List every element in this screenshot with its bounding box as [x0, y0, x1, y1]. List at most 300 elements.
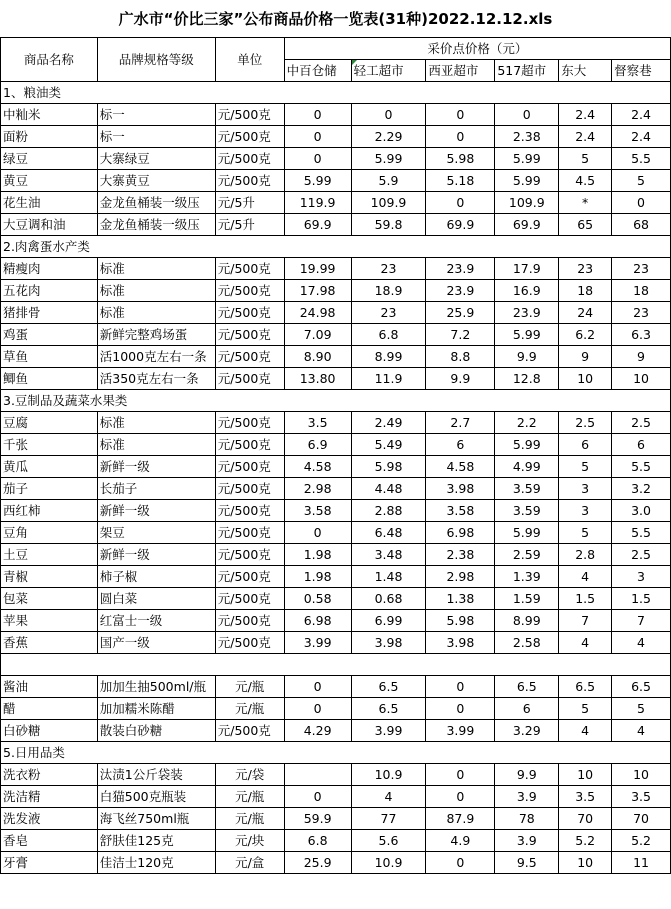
price-cell: 70	[559, 808, 612, 830]
price-cell: 1.5	[559, 588, 612, 610]
product-name: 豆角	[1, 522, 98, 544]
price-cell: 0	[426, 786, 495, 808]
product-unit: 元/500克	[215, 412, 284, 434]
header-unit: 单位	[215, 38, 284, 82]
header-price-group: 采价点价格（元）	[284, 38, 670, 60]
table-row	[1, 566, 671, 588]
product-spec: 长茄子	[97, 478, 215, 500]
product-spec: 大寨黄豆	[97, 170, 215, 192]
price-cell: 0	[426, 676, 495, 698]
product-name: 洗衣粉	[1, 764, 98, 786]
header-store: 轻工超市	[351, 60, 426, 82]
price-cell: 2.4	[559, 104, 612, 126]
section-title: 2.肉禽蛋水产类	[1, 236, 671, 258]
header-spec: 品牌规格等级	[97, 38, 215, 82]
price-cell: 5	[559, 698, 612, 720]
price-cell: 3.29	[495, 720, 559, 742]
price-cell: 59.9	[284, 808, 351, 830]
price-cell: 5.49	[351, 434, 426, 456]
table-row	[1, 522, 671, 544]
price-cell: 0.58	[284, 588, 351, 610]
price-cell: 9.9	[495, 764, 559, 786]
price-cell: 0	[426, 126, 495, 148]
price-cell: 0	[284, 676, 351, 698]
price-cell: 77	[351, 808, 426, 830]
product-name: 鸡蛋	[1, 324, 98, 346]
price-cell: 1.38	[426, 588, 495, 610]
price-cell: 8.99	[495, 610, 559, 632]
price-cell: 17.9	[495, 258, 559, 280]
table-row	[1, 456, 671, 478]
table-row	[1, 808, 671, 830]
price-cell: 1.98	[284, 544, 351, 566]
product-spec: 标一	[97, 104, 215, 126]
price-cell: 19.99	[284, 258, 351, 280]
price-cell: 12.8	[495, 368, 559, 390]
header-store: 中百仓储	[284, 60, 351, 82]
product-unit: 元/500克	[215, 434, 284, 456]
price-cell: 1.5	[612, 588, 671, 610]
price-cell: 0	[284, 104, 351, 126]
product-name: 青椒	[1, 566, 98, 588]
price-cell: 3.9	[495, 830, 559, 852]
product-spec: 新鲜一级	[97, 500, 215, 522]
product-unit: 元/5升	[215, 192, 284, 214]
product-name: 猪排骨	[1, 302, 98, 324]
price-cell: 4.99	[495, 456, 559, 478]
price-cell: 6.99	[351, 610, 426, 632]
product-name: 土豆	[1, 544, 98, 566]
product-spec: 架豆	[97, 522, 215, 544]
section-row	[1, 742, 671, 764]
price-cell: 2.38	[426, 544, 495, 566]
price-cell: 68	[612, 214, 671, 236]
table-row	[1, 412, 671, 434]
product-spec: 标准	[97, 280, 215, 302]
price-cell: 5	[612, 170, 671, 192]
product-unit: 元/瓶	[215, 808, 284, 830]
product-name: 黄瓜	[1, 456, 98, 478]
price-cell: 10	[559, 852, 612, 874]
price-cell	[284, 764, 351, 786]
section-row	[1, 390, 671, 412]
table-row	[1, 368, 671, 390]
price-cell: 25.9	[426, 302, 495, 324]
price-cell: 9.5	[495, 852, 559, 874]
section-row	[1, 236, 671, 258]
product-name: 醋	[1, 698, 98, 720]
price-cell: 25.9	[284, 852, 351, 874]
price-cell: 23.9	[426, 258, 495, 280]
price-cell: 6.5	[495, 676, 559, 698]
price-cell: 23	[612, 302, 671, 324]
price-cell: 3.9	[495, 786, 559, 808]
header-store: 东大	[559, 60, 612, 82]
product-name: 白砂糖	[1, 720, 98, 742]
price-cell: 5.99	[495, 170, 559, 192]
header-store: 517超市	[495, 60, 559, 82]
price-cell: 4.58	[284, 456, 351, 478]
price-cell: 5.6	[351, 830, 426, 852]
product-spec: 活350克左右一条	[97, 368, 215, 390]
product-unit: 元/500克	[215, 500, 284, 522]
product-unit: 元/500克	[215, 566, 284, 588]
product-name: 千张	[1, 434, 98, 456]
price-cell: 5.99	[351, 148, 426, 170]
price-cell: 1.59	[495, 588, 559, 610]
product-name: 花生油	[1, 192, 98, 214]
product-name: 草鱼	[1, 346, 98, 368]
product-spec: 国产一级	[97, 632, 215, 654]
section-title: 5.日用品类	[1, 742, 671, 764]
price-cell: 5.99	[495, 324, 559, 346]
product-name: 洗洁精	[1, 786, 98, 808]
header-store: 西亚超市	[426, 60, 495, 82]
product-name: 黄豆	[1, 170, 98, 192]
price-cell: 70	[612, 808, 671, 830]
price-cell: 1.98	[284, 566, 351, 588]
table-row	[1, 610, 671, 632]
price-cell: 13.80	[284, 368, 351, 390]
product-name: 苹果	[1, 610, 98, 632]
price-cell: 10.9	[351, 852, 426, 874]
price-cell: 2.58	[495, 632, 559, 654]
price-cell: 5.99	[284, 170, 351, 192]
product-name: 西红柿	[1, 500, 98, 522]
price-cell: 6.5	[351, 698, 426, 720]
product-spec: 柿子椒	[97, 566, 215, 588]
product-name: 香皂	[1, 830, 98, 852]
price-cell: 4.9	[426, 830, 495, 852]
product-spec: 活1000克左右一条	[97, 346, 215, 368]
table-row	[1, 588, 671, 610]
price-cell: 6	[612, 434, 671, 456]
price-cell: 3.59	[495, 478, 559, 500]
table-row	[1, 214, 671, 236]
product-spec: 金龙鱼桶装一级压	[97, 214, 215, 236]
price-cell: 0	[426, 698, 495, 720]
product-unit: 元/500克	[215, 324, 284, 346]
product-spec: 标一	[97, 126, 215, 148]
product-name: 中籼米	[1, 104, 98, 126]
product-unit: 元/500克	[215, 170, 284, 192]
price-cell: 4.29	[284, 720, 351, 742]
product-spec: 加加生抽500ml/瓶	[97, 676, 215, 698]
price-cell: 2.5	[612, 544, 671, 566]
table-row	[1, 852, 671, 874]
product-spec: 汰渍1公斤袋装	[97, 764, 215, 786]
product-spec: 红富士一级	[97, 610, 215, 632]
price-cell: 7	[559, 610, 612, 632]
table-row	[1, 764, 671, 786]
product-unit: 元/500克	[215, 544, 284, 566]
price-cell: 5	[559, 148, 612, 170]
product-spec: 新鲜一级	[97, 544, 215, 566]
table-row	[1, 830, 671, 852]
product-spec: 圆白菜	[97, 588, 215, 610]
table-row	[1, 346, 671, 368]
price-cell: 0.68	[351, 588, 426, 610]
price-cell: 119.9	[284, 192, 351, 214]
product-spec: 白猫500克瓶装	[97, 786, 215, 808]
price-cell: 4	[559, 720, 612, 742]
price-cell: 69.9	[284, 214, 351, 236]
price-cell: 3.98	[426, 478, 495, 500]
price-cell: 5.2	[612, 830, 671, 852]
price-cell: 24	[559, 302, 612, 324]
price-cell: 3.99	[351, 720, 426, 742]
product-unit: 元/500克	[215, 632, 284, 654]
price-cell: 2.8	[559, 544, 612, 566]
price-cell: 9	[559, 346, 612, 368]
price-cell: 6.5	[559, 676, 612, 698]
product-unit: 元/500克	[215, 258, 284, 280]
price-cell: 6.98	[426, 522, 495, 544]
product-unit: 元/5升	[215, 214, 284, 236]
table-row	[1, 632, 671, 654]
price-cell: 4	[612, 720, 671, 742]
price-cell: 4	[351, 786, 426, 808]
product-spec: 海飞丝750ml瓶	[97, 808, 215, 830]
price-cell: 17.98	[284, 280, 351, 302]
product-unit: 元/500克	[215, 522, 284, 544]
product-unit: 元/500克	[215, 456, 284, 478]
price-cell: 0	[284, 786, 351, 808]
price-cell: 10.9	[351, 764, 426, 786]
section-title	[1, 654, 671, 676]
price-cell: 23.9	[426, 280, 495, 302]
product-spec: 舒肤佳125克	[97, 830, 215, 852]
price-cell: 0	[351, 104, 426, 126]
price-cell: 6.48	[351, 522, 426, 544]
price-cell: 3.5	[559, 786, 612, 808]
price-cell: 3.5	[284, 412, 351, 434]
section-title: 1、粮油类	[1, 82, 671, 104]
price-cell: 4.58	[426, 456, 495, 478]
price-cell: 2.4	[559, 126, 612, 148]
product-unit: 元/500克	[215, 610, 284, 632]
price-cell: 2.59	[495, 544, 559, 566]
product-unit: 元/块	[215, 830, 284, 852]
price-cell: 78	[495, 808, 559, 830]
product-unit: 元/500克	[215, 368, 284, 390]
product-spec: 散装白砂糖	[97, 720, 215, 742]
table-row	[1, 170, 671, 192]
section-title: 3.豆制品及蔬菜水果类	[1, 390, 671, 412]
price-cell: 10	[612, 368, 671, 390]
price-cell: 5.98	[351, 456, 426, 478]
product-spec: 标准	[97, 434, 215, 456]
price-cell: 9	[612, 346, 671, 368]
product-name: 洗发液	[1, 808, 98, 830]
product-name: 五花肉	[1, 280, 98, 302]
product-spec: 大寨绿豆	[97, 148, 215, 170]
price-cell: 3.48	[351, 544, 426, 566]
product-unit: 元/500克	[215, 720, 284, 742]
price-cell: 3	[559, 478, 612, 500]
price-cell: 6.2	[559, 324, 612, 346]
price-cell: 5.99	[495, 522, 559, 544]
price-cell: 4	[612, 632, 671, 654]
price-cell: 0	[426, 764, 495, 786]
price-cell: 59.8	[351, 214, 426, 236]
table-row	[1, 280, 671, 302]
price-table	[0, 37, 671, 874]
price-cell: 23.9	[495, 302, 559, 324]
product-unit: 元/500克	[215, 280, 284, 302]
price-cell: 5.2	[559, 830, 612, 852]
product-unit: 元/瓶	[215, 698, 284, 720]
price-cell: 10	[612, 764, 671, 786]
product-unit: 元/瓶	[215, 676, 284, 698]
product-name: 香蕉	[1, 632, 98, 654]
price-cell: 2.4	[612, 126, 671, 148]
price-cell: 3	[559, 500, 612, 522]
table-row	[1, 544, 671, 566]
price-cell: 16.9	[495, 280, 559, 302]
price-cell: 2.5	[559, 412, 612, 434]
price-cell: 6	[426, 434, 495, 456]
price-cell: 3.58	[426, 500, 495, 522]
price-cell: 0	[284, 148, 351, 170]
price-cell: 6.98	[284, 610, 351, 632]
product-name: 大豆调和油	[1, 214, 98, 236]
price-cell: 5	[612, 698, 671, 720]
price-cell: 2.88	[351, 500, 426, 522]
price-cell: 69.9	[426, 214, 495, 236]
product-name: 鲫鱼	[1, 368, 98, 390]
table-row	[1, 720, 671, 742]
section-row	[1, 82, 671, 104]
product-unit: 元/500克	[215, 126, 284, 148]
price-cell: 8.90	[284, 346, 351, 368]
price-cell: 1.39	[495, 566, 559, 588]
table-row	[1, 500, 671, 522]
table-row	[1, 258, 671, 280]
product-name: 包菜	[1, 588, 98, 610]
table-row	[1, 148, 671, 170]
price-cell: 6.8	[284, 830, 351, 852]
table-row	[1, 104, 671, 126]
product-spec: 佳洁士120克	[97, 852, 215, 874]
price-cell: 6	[559, 434, 612, 456]
price-cell: 24.98	[284, 302, 351, 324]
price-cell: 5	[559, 522, 612, 544]
price-cell: 6.3	[612, 324, 671, 346]
price-cell: 0	[426, 852, 495, 874]
table-row	[1, 698, 671, 720]
product-name: 牙膏	[1, 852, 98, 874]
price-cell: 6	[495, 698, 559, 720]
price-cell: 5.9	[351, 170, 426, 192]
product-spec: 加加糯米陈醋	[97, 698, 215, 720]
table-row	[1, 434, 671, 456]
price-cell: 23	[351, 258, 426, 280]
price-cell: 0	[284, 126, 351, 148]
price-cell: 6.9	[284, 434, 351, 456]
price-cell: 8.8	[426, 346, 495, 368]
product-name: 面粉	[1, 126, 98, 148]
price-cell: 1.48	[351, 566, 426, 588]
price-cell: 2.2	[495, 412, 559, 434]
price-cell: 9.9	[495, 346, 559, 368]
product-unit: 元/500克	[215, 588, 284, 610]
section-row	[1, 654, 671, 676]
price-cell: 4	[559, 632, 612, 654]
price-cell: 2.7	[426, 412, 495, 434]
price-cell: 5.18	[426, 170, 495, 192]
table-row	[1, 192, 671, 214]
price-cell: 3.59	[495, 500, 559, 522]
product-unit: 元/500克	[215, 478, 284, 500]
price-cell: 69.9	[495, 214, 559, 236]
price-cell: 2.98	[284, 478, 351, 500]
price-cell: 5.99	[495, 148, 559, 170]
price-cell: 3.98	[426, 632, 495, 654]
product-spec: 标准	[97, 412, 215, 434]
price-cell: 5.5	[612, 456, 671, 478]
product-spec: 标准	[97, 302, 215, 324]
product-unit: 元/瓶	[215, 786, 284, 808]
product-name: 绿豆	[1, 148, 98, 170]
price-cell: 3.0	[612, 500, 671, 522]
price-cell: 5.98	[426, 148, 495, 170]
price-cell: 0	[426, 192, 495, 214]
sheet-title: 广水市“价比三家”公布商品价格一览表(31种)2022.12.12.xls	[118, 10, 553, 28]
price-cell: 2.29	[351, 126, 426, 148]
price-cell: *	[559, 192, 612, 214]
header-name: 商品名称	[1, 38, 98, 82]
price-cell: 0	[612, 192, 671, 214]
product-unit: 元/500克	[215, 104, 284, 126]
price-cell: 87.9	[426, 808, 495, 830]
price-cell: 5.5	[612, 522, 671, 544]
header-store: 督察巷	[612, 60, 671, 82]
price-cell: 5.99	[495, 434, 559, 456]
price-cell: 11	[612, 852, 671, 874]
product-spec: 新鲜一级	[97, 456, 215, 478]
product-name: 酱油	[1, 676, 98, 698]
product-name: 豆腐	[1, 412, 98, 434]
price-cell: 7.09	[284, 324, 351, 346]
price-cell: 5	[559, 456, 612, 478]
price-cell: 18	[612, 280, 671, 302]
product-unit: 元/500克	[215, 148, 284, 170]
price-cell: 2.49	[351, 412, 426, 434]
price-cell: 3.5	[612, 786, 671, 808]
price-cell: 18.9	[351, 280, 426, 302]
price-cell: 3.99	[426, 720, 495, 742]
table-row	[1, 786, 671, 808]
price-cell: 11.9	[351, 368, 426, 390]
product-name: 茄子	[1, 478, 98, 500]
price-cell: 3.2	[612, 478, 671, 500]
table-row	[1, 302, 671, 324]
price-cell: 5.5	[612, 148, 671, 170]
price-cell: 6.8	[351, 324, 426, 346]
price-cell: 3.58	[284, 500, 351, 522]
price-cell: 2.5	[612, 412, 671, 434]
table-row	[1, 126, 671, 148]
price-cell: 3	[612, 566, 671, 588]
price-cell: 23	[612, 258, 671, 280]
price-cell: 3.99	[284, 632, 351, 654]
price-cell: 7	[612, 610, 671, 632]
price-cell: 0	[284, 698, 351, 720]
product-unit: 元/500克	[215, 302, 284, 324]
product-unit: 元/500克	[215, 346, 284, 368]
price-cell: 109.9	[351, 192, 426, 214]
